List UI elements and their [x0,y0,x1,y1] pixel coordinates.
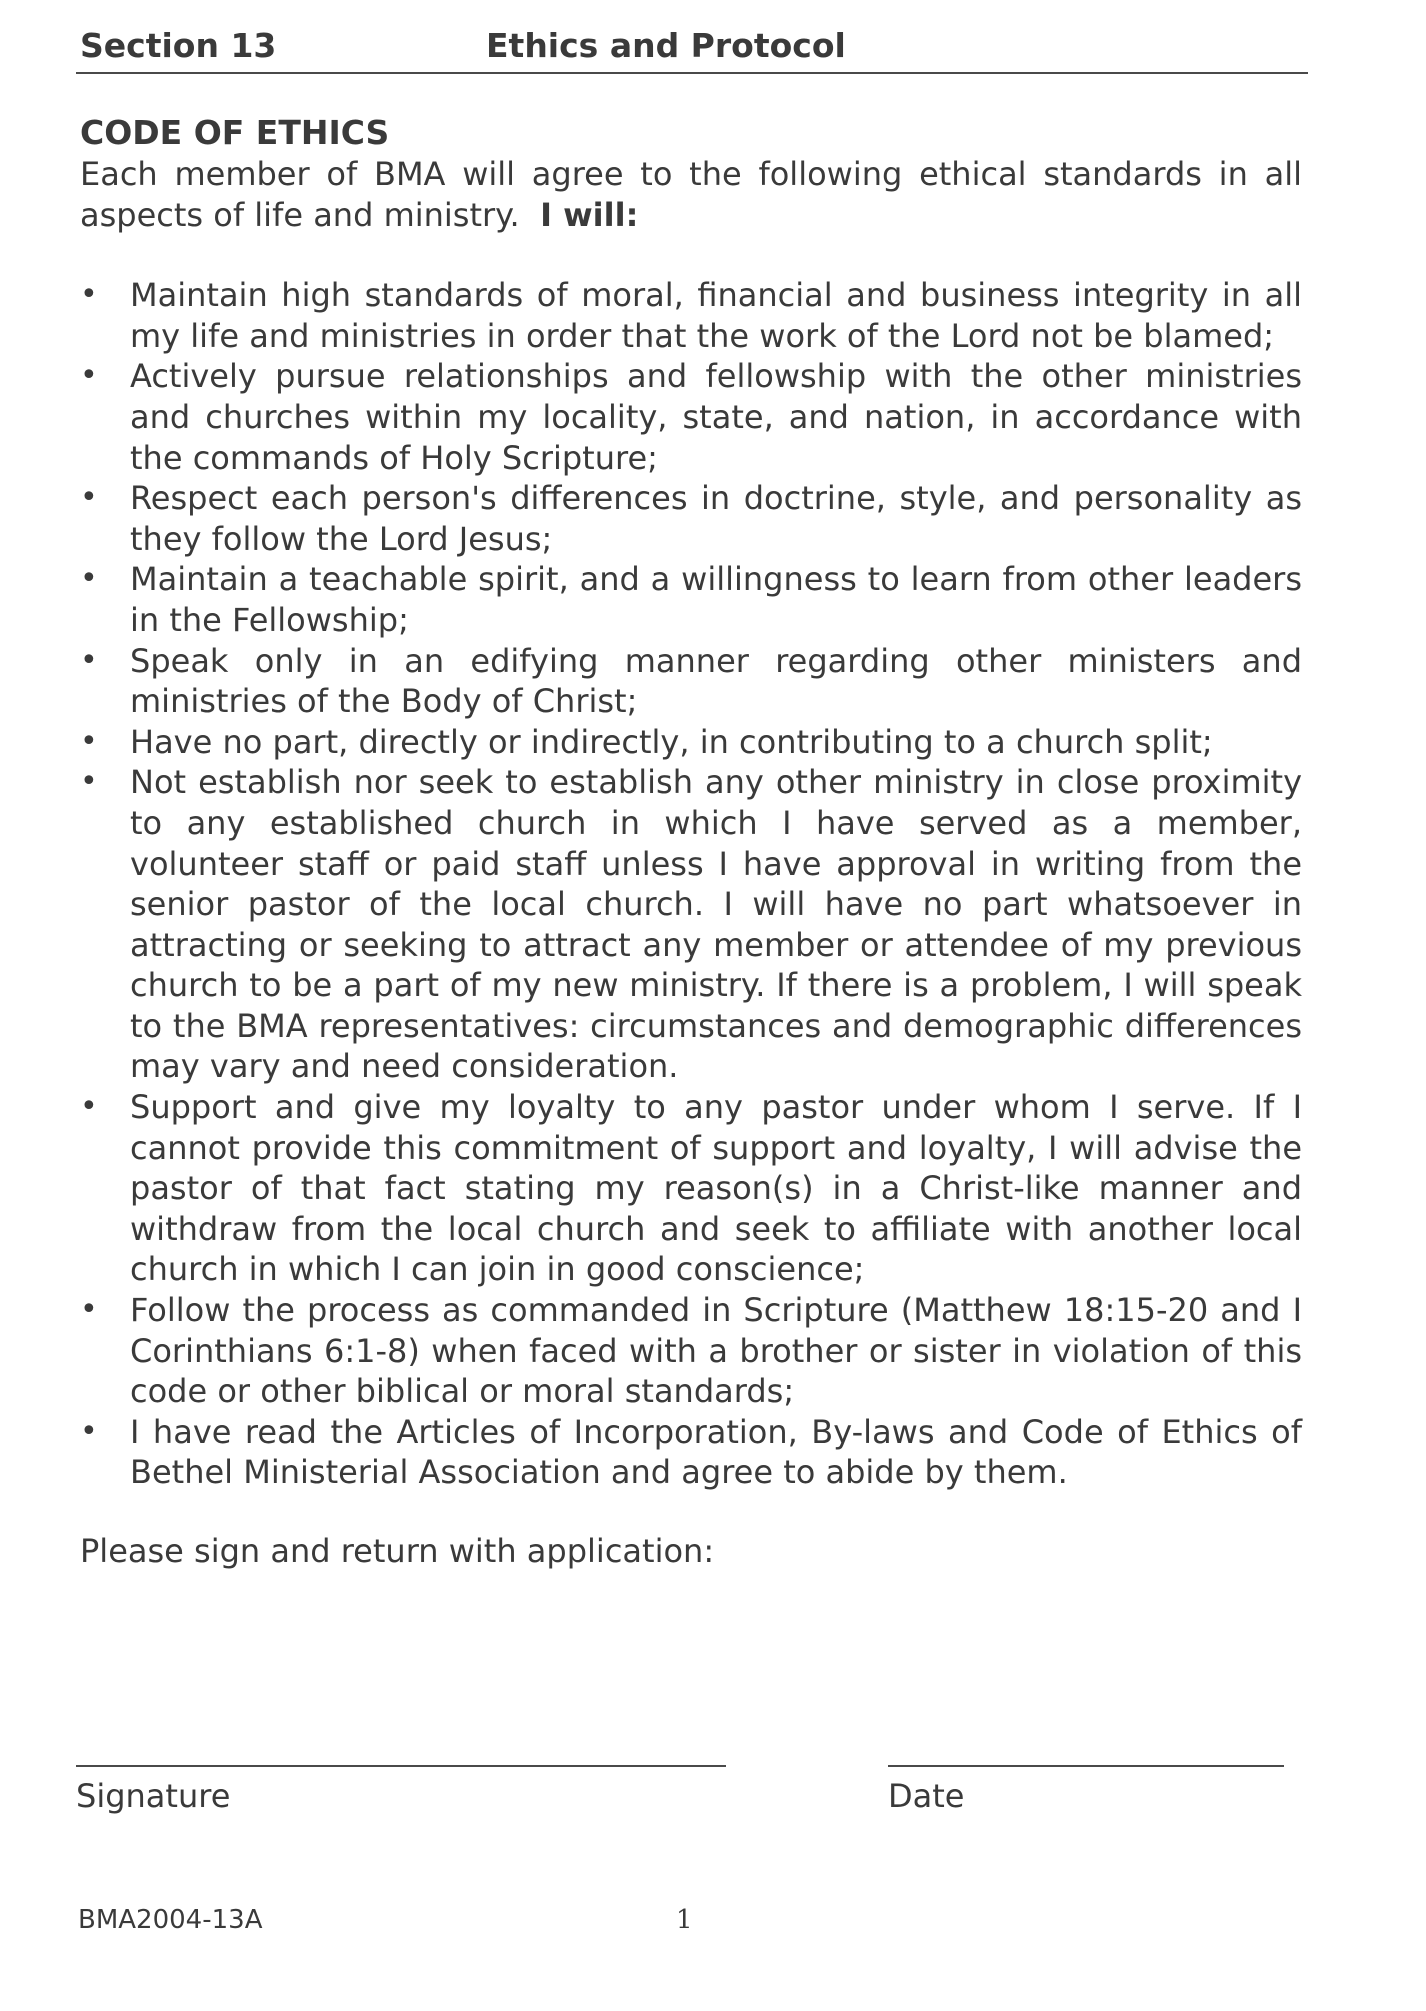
date-block [888,1765,1284,1815]
intro-paragraph [80,154,1302,235]
pledge-text: Follow the process as commanded in Scripture (Matthew 18:15-20 and I Corinthians 6:1-8) when faced with a brother or sister in violation of this code or other biblical or moral standards; [130,1291,1302,1411]
bullet-icon: • [80,561,98,597]
page-header [76,26,1308,74]
page-number: 1 [676,1905,693,1935]
bullet-icon: • [80,764,98,800]
bullet-icon: • [80,277,98,313]
pledge-text: Speak only in an edifying manner regarding other ministers and ministries of the Body of Christ; [130,641,1302,721]
bullet-icon: • [80,1413,98,1449]
pledge-text: Actively pursue relationships and fellowship with the other ministries and churches within my locality, state, and nation, in accordance with the commands of Holy Scripture; [130,357,1302,477]
section-title: Ethics and Protocol [486,26,846,65]
pledge-item [80,1290,1302,1412]
signature-line[interactable] [76,1765,726,1767]
pledge-text: Have no part, directly or indirectly, in contributing to a church split; [130,722,1213,761]
pledge-item [80,1412,1302,1493]
bullet-icon: • [80,723,98,759]
intro-text: Each member of BMA will agree to the following ethical standards in all aspects of life and ministry. [80,155,1302,234]
bullet-icon: • [80,1292,98,1328]
bullet-icon: • [80,1089,98,1125]
code-heading: CODE OF ETHICS [80,113,390,152]
document-code: BMA2004-13A [78,1905,263,1935]
intro-emphasis: I will: [540,195,639,234]
pledge-text: Support and give my loyalty to any pastor under whom I serve. If I cannot provide this commitment of support and loyalty, I will advise the pastor of that fact stating my reason(s) in a Christ-like manner and withdraw from the local church and seek to affiliate with another local church in which I can join in good conscience; [130,1088,1302,1289]
pledge-text: Maintain high standards of moral, financial and business integrity in all my life and ministries in order that the work of the Lord not be blamed; [130,276,1302,355]
date-line[interactable] [888,1765,1284,1767]
pledge-item [80,762,1302,1087]
sign-prompt: Please sign and return with application: [80,1532,715,1570]
pledge-item [80,641,1302,722]
date-label: Date [888,1777,965,1815]
code-of-ethics-body [80,112,1302,1572]
section-number: Section 13 [80,26,277,65]
pledge-text: Respect each person's differences in doctrine, style, and personality as they follow the Lord Jesus; [130,479,1302,558]
pledge-item [80,1087,1302,1290]
pledge-text: I have read the Articles of Incorporation, By-laws and Code of Ethics of Bethel Ministerial Association and agree to abide by them. [130,1412,1302,1492]
signature-label: Signature [76,1777,231,1815]
bullet-icon: • [80,642,98,678]
pledge-item [80,478,1302,559]
pledge-list [80,275,1302,1493]
bullet-icon: • [80,358,98,394]
bullet-icon: • [80,480,98,516]
pledge-item [80,722,1302,763]
pledge-text: Maintain a teachable spirit, and a willingness to learn from other leaders in the Fellowship; [130,560,1302,639]
pledge-item [80,559,1302,640]
signature-block [76,1765,726,1815]
pledge-text: Not establish nor seek to establish any other ministry in close proximity to any established church in which I have served as a member, volunteer staff or paid staff unless I have approval in writing from the senior pastor of the local church. I will have no part whatsoever in attracting or seeking to attract any member or attendee of my previous church to be a part of my new ministry. If there is a problem, I will speak to the BMA representatives: circumstances and demographic differences may vary and need consideration. [130,763,1302,1086]
pledge-item [80,275,1302,356]
pledge-item [80,356,1302,478]
